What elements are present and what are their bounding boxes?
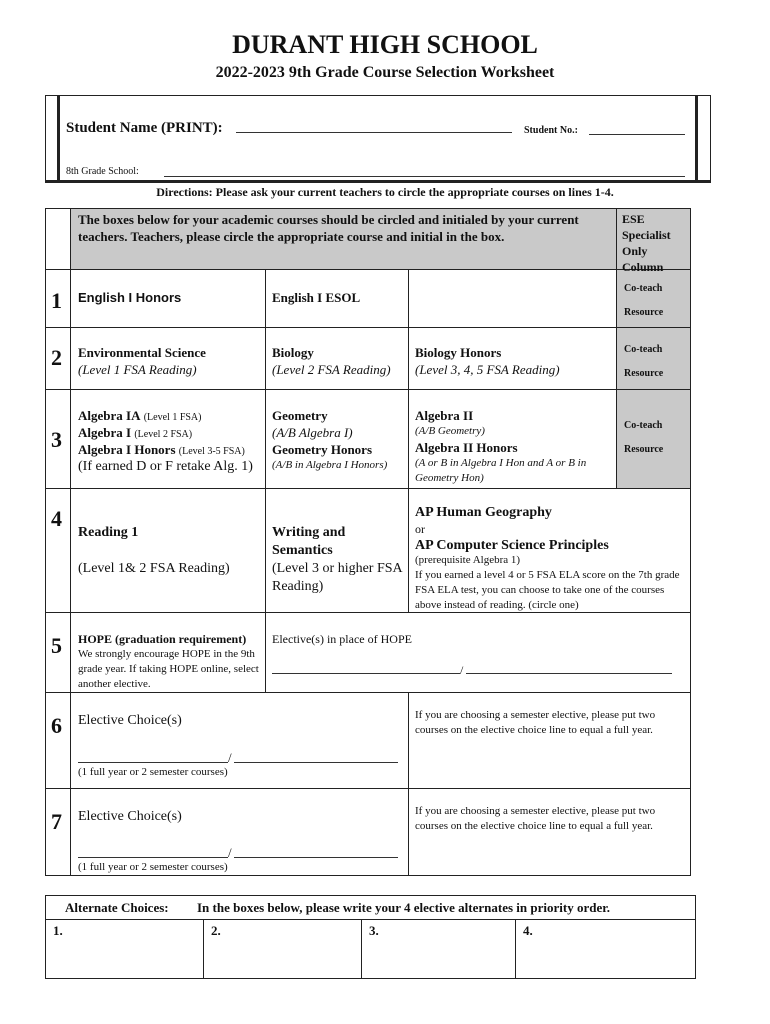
hope-elective-field-2[interactable] — [466, 673, 672, 674]
writing-semantics-req: (Level 3 or higher FSA Reading) — [272, 561, 402, 594]
row-number-2: 2 — [51, 345, 62, 370]
grade-school-field[interactable] — [164, 176, 685, 177]
ap-option-note: If you earned a level 4 or 5 FSA ELA score on the 7th grade FSA ELA test, you can choose to take one of the courses above instead of reading. (circle one) — [415, 569, 680, 611]
course-reading-1[interactable]: Reading 1 — [78, 525, 139, 540]
elective-choice-label-7: Elective Choice(s) — [78, 809, 182, 824]
course-geometry-honors[interactable]: Geometry Honors — [272, 442, 373, 457]
hope-note: We strongly encourage HOPE in the 9th grade year. If taking HOPE online, select another elective. — [78, 648, 259, 690]
or-text: or — [415, 522, 425, 536]
ese-coteach-2[interactable]: Co-teach — [624, 344, 663, 355]
school-title: DURANT HIGH SCHOOL — [232, 30, 538, 59]
course-environmental-science-req: (Level 1 FSA Reading) — [78, 362, 197, 377]
algebra-i-honors-req: (Level 3-5 FSA) — [178, 446, 245, 457]
algebra-i-req: (Level 2 FSA) — [134, 429, 193, 440]
course-biology-honors-req: (Level 3, 4, 5 FSA Reading) — [415, 362, 560, 377]
row-number-4: 4 — [51, 506, 62, 531]
course-ap-human-geography[interactable]: AP Human Geography — [415, 505, 552, 520]
course-biology-honors[interactable]: Biology Honors — [415, 345, 502, 360]
elective-choice-sub-7: (1 full year or 2 semester courses) — [78, 861, 228, 873]
algebra-ii-options — [415, 407, 611, 486]
course-algebra-ii[interactable]: Algebra II — [415, 408, 474, 423]
geometry-honors-req: (A/B in Algebra I Honors) — [272, 459, 388, 471]
hope-elective-field-1[interactable] — [272, 673, 460, 674]
elective-note-7: If you are choosing a semester elective, please put two courses on the elective choice line to equal a full year. — [415, 805, 656, 832]
row-number-5: 5 — [51, 633, 62, 658]
geometry-req: (A/B Algebra I) — [272, 425, 353, 440]
elective-choice-field-7b[interactable] — [234, 857, 398, 858]
student-info-box — [45, 95, 711, 183]
alternate-box-3[interactable]: 3. — [369, 923, 379, 938]
alternates-instruction: In the boxes below, please write your 4 elective alternates in priority order. — [197, 900, 611, 915]
ese-resource-2[interactable]: Resource — [624, 368, 664, 379]
course-algebra-ii-honors[interactable]: Algebra II Honors — [415, 440, 518, 455]
alternate-box-2[interactable]: 2. — [211, 923, 221, 938]
elective-choice-field-6a[interactable] — [78, 762, 228, 763]
row-number-3: 3 — [51, 427, 62, 452]
algebra-ii-honors-req: (A or B in Algebra I Hon and A or B in Geometry Hon) — [415, 457, 587, 484]
directions: Directions: Please ask your current teachers to circle the appropriate courses on lines 1-4. — [156, 185, 614, 199]
elective-choice-field-7a[interactable] — [78, 857, 228, 858]
course-biology[interactable]: Biology — [272, 345, 314, 360]
alternate-box-4[interactable]: 4. — [523, 923, 533, 938]
ese-resource-3[interactable]: Resource — [624, 444, 664, 455]
course-writing-semantics[interactable]: Writing and Semantics — [272, 525, 346, 558]
ap-cs-prereq: (prerequisite Algebra 1) — [415, 554, 521, 566]
elective-choice-sub-6: (1 full year or 2 semester courses) — [78, 766, 228, 778]
student-no-field[interactable] — [589, 134, 685, 135]
course-algebra-ia[interactable]: Algebra IA — [78, 408, 141, 423]
student-name-field[interactable] — [236, 132, 512, 133]
algebra-options — [78, 407, 264, 476]
algebra-ii-req: (A/B Geometry) — [415, 425, 485, 437]
ese-coteach-1[interactable]: Co-teach — [624, 283, 663, 294]
geometry-options — [272, 407, 404, 473]
row-number-7: 7 — [51, 809, 62, 834]
alternates-label: Alternate Choices: — [65, 900, 169, 915]
worksheet-subtitle: 2022-2023 9th Grade Course Selection Worksheet — [215, 64, 555, 81]
course-environmental-science[interactable]: Environmental Science — [78, 345, 206, 360]
alternate-box-1[interactable]: 1. — [53, 923, 63, 938]
table-instructions: The boxes below for your academic courses should be circled and initialed by your current teachers. Teachers, please circle the appropriate course and initial in the box. — [78, 212, 579, 244]
reading-1-req: (Level 1& 2 FSA Reading) — [78, 561, 230, 576]
course-geometry[interactable]: Geometry — [272, 408, 328, 423]
row-number-6: 6 — [51, 713, 62, 738]
hope-elective-label: Elective(s) in place of HOPE — [272, 632, 412, 646]
elective-choice-label-6: Elective Choice(s) — [78, 713, 182, 728]
student-name-label: Student Name (PRINT): — [66, 120, 223, 136]
ese-resource-1[interactable]: Resource — [624, 307, 664, 318]
course-ap-computer-science[interactable]: AP Computer Science Principles — [415, 538, 609, 553]
course-algebra-i[interactable]: Algebra I — [78, 425, 132, 440]
course-algebra-i-honors[interactable]: Algebra I Honors — [78, 442, 176, 457]
ese-coteach-3[interactable]: Co-teach — [624, 420, 663, 431]
course-english-i-honors[interactable]: English I Honors — [78, 290, 182, 305]
course-english-i-esol[interactable]: English I ESOL — [272, 290, 361, 305]
elective-choice-field-6b[interactable] — [234, 762, 398, 763]
grade-school-label: 8th Grade School: — [66, 166, 139, 177]
course-biology-req: (Level 2 FSA Reading) — [272, 362, 391, 377]
course-hope[interactable]: HOPE (graduation requirement) — [78, 632, 247, 646]
row-number-1: 1 — [51, 288, 62, 313]
elective-note-6: If you are choosing a semester elective, please put two courses on the elective choice line to equal a full year. — [415, 709, 656, 736]
algebra-ia-req: (Level 1 FSA) — [143, 412, 202, 423]
algebra-retake-note: (If earned D or F retake Alg. 1) — [78, 459, 253, 474]
student-no-label: Student No.: — [524, 125, 578, 136]
ese-column-header: ESE Specialist Only Column — [622, 212, 671, 274]
